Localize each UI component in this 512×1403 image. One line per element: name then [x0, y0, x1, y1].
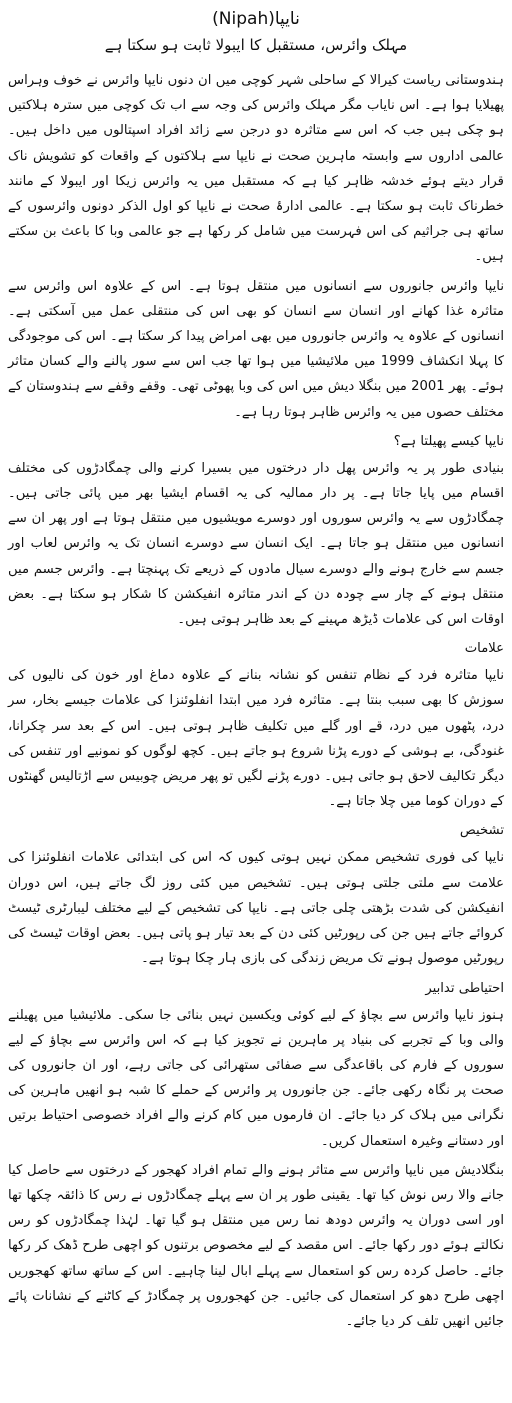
diagnosis-paragraph: نایپا کی فوری تشخیص ممکن نہیں ہوتی کیوں کہ اس کی ابتدائی علامات انفلوئنزا کی علامت سے ملتی جلتی ہوتی ہیں۔ تشخیص میں کئی روز لگ جاتے ہیں، اس دوران انفیکشن کی شدت بڑھتی چلی جاتی ہے۔ نایپا کی تشخیص کے لیے مختلف لیبارٹری ٹیسٹ کروائے جاتے ہیں جن کی رپورٹیں کئی دن کے بعد تیار ہو پاتی ہیں۔ بعض اوقات ٹیسٹ کی رپورٹیں موصول ہونے تک مریض زندگی کی بازی ہار چکا ہوتا ہے۔: [8, 850, 504, 967]
article-subtitle: مہلک وائرس، مستقبل کا ایبولا ثابت ہو سکتا ہے: [104, 36, 408, 54]
spread-heading: نایپا کیسے پھیلتا ہے؟: [393, 433, 504, 449]
precautions-heading: احتیاطی تدابیر: [425, 980, 504, 996]
symptoms-heading: علامات: [464, 641, 504, 657]
symptoms-paragraph: نایپا متاثرہ فرد کے نظام تنفس کو نشانہ بنانے کے علاوہ دماغ اور خون کی نالیوں کی سوزش کا بھی سبب بنتا ہے۔ متاثرہ فرد میں ابتدا انفلوئنزا کی علامات جیسے بخار، سر درد، پٹھوں میں درد، قے اور گلے میں تکلیف ظاہر ہوتی ہیں۔ اس کے بعد سر چکرانا، غنودگی، بے ہوشی کے دورے پڑنا شروع ہو جاتے ہیں۔ کچھ لوگوں کو نمونیے اور تنفس کی دیگر تکالیف لاحق ہو جاتی ہیں۔ دورے پڑنے لگیں تو پھر مریض چوبیس سے اڑتالیس گھنٹوں کے دوران کوما میں چلا جاتا ہے۔: [8, 668, 504, 810]
precautions-paragraph: ہنوز نایپا وائرس سے بچاؤ کے لیے کوئی ویکسین نہیں بنائی جا سکی۔ ملائیشیا میں پھیلنے والی وبا کے تجربے کی بنیاد پر ماہرین نے تجویز کیا ہے کہ اس وائرس سے بچاؤ کے لیے سوروں کے فارم کی باقاعدگی سے صفائی ستھرائی کی جاتی رہے، اور ان جانوروں کی صحت پر نگاہ رکھی جائے۔ جن جانوروں پر وائرس کے حملے کا شبہ ہو انھیں ماہرین کی نگرانی میں ہلاک کر دیا جائے۔ ان فارموں میں کام کرنے والے افراد خصوصی احتیاط برتیں اور دستانے وغیرہ استعمال کریں۔: [8, 1007, 504, 1149]
intro-paragraph: ہندوستانی ریاست کیرالا کے ساحلی شہر کوچی میں ان دنوں نایپا وائرس نے خوف وہراس پھیلایا ہوا ہے۔ اس نایاب مگر مہلک وائرس کی وجہ سے اب تک کوچی میں سترہ ہلاکتیں ہو چکی ہیں جب کہ اس سے متاثرہ دو درجن سے زائد افراد اسپتالوں میں داخل ہیں۔ عالمی اداروں سے وابستہ ماہرین صحت نے نایپا سے ہلاکتوں کے واقعات کو تشویش ناک قرار دیتے ہوئے خدشہ ظاہر کیا ہے کہ مستقبل میں یہ وائرس زیکا اور ایبولا کے مانند خطرناک ثابت ہو سکتا ہے۔ عالمی ادارۂ صحت نے نایپا کو اول الذکر دونوں وائرسوں کے ساتھ ہی جراثیم کی اس فہرست میں شامل کر رکھا ہے جو عالمی وبا کا باعث بن سکتے ہیں۔: [8, 73, 504, 265]
diagnosis-heading: تشخیص: [459, 823, 504, 839]
spread-paragraph: بنیادی طور پر یہ وائرس پھل دار درختوں میں بسیرا کرنے والی چمگادڑوں کی مختلف اقسام میں پایا جاتا ہے۔ پر دار ممالیہ کی یہ اقسام ایشیا بھر میں پائی جاتی ہیں۔ چمگادڑوں سے یہ وائرس سوروں اور دوسرے مویشیوں میں منتقل ہوتا ہے اور پھر ان سے انسانوں میں منتقل ہو جاتا ہے۔ ایک انسان سے دوسرے انسان تک یہ وائرس لعاب اور جسم سے خارج ہونے والے دوسرے سیال مادوں کے ذریعے تک پہنچتا ہے۔ وائرس جسم میں منتقل ہونے کے چار سے چودہ دن کے اندر متاثرہ انفیکشن کا شکار ہو سکتا ہے۔ بعض اوقات اس کی علامات ڈیڑھ مہینے کے بعد ظاہر ہوتی ہیں۔: [8, 460, 504, 628]
article-title: نایپا(Nipah): [212, 9, 300, 29]
final-paragraph: بنگلادیش میں نایپا وائرس سے متاثر ہونے والے تمام افراد کھجور کے درختوں سے حاصل کیا جانے والا رس نوش کیا تھا۔ یقینی طور پر ان سے پہلے چمگادڑوں نے رس کا ذائقہ چکھا تھا اور اسی دوران یہ وائرس دودھ نما رس میں منتقل ہو گیا تھا۔ لہٰذا چمگادڑوں کو رس نکالتے ہوئے دور رکھا جائے۔ اس مقصد کے لیے مخصوص برتنوں کو اچھی طرح ڈھک کر رکھا جائے۔ حاصل کردہ رس کو استعمال سے پہلے ابال لینا چاہیے۔ اس کے ساتھ ساتھ کھجوریں اچھی طرح دھو کر استعمال کی جائیں۔ جن کھجوروں پر چمگادڑ کے کاٹنے کے نشانات پائے جائیں انھیں تلف کر دیا جائے۔: [8, 1162, 504, 1329]
transmission-paragraph: نایپا وائرس جانوروں سے انسانوں میں منتقل ہوتا ہے۔ اس کے علاوہ اس وائرس سے متاثرہ غذا کھانے اور انسان سے انسان کو بھی اس کی منتقلی عمل میں آسکتی ہے۔ انسانوں کے علاوہ یہ وائرس جانوروں میں بھی امراض پیدا کر سکتا ہے۔ اس کی موجودگی کا پہلا انکشاف 1999 میں ملائیشیا میں ہوا تھا جب اس سے سور پالنے والے کسان متاثر ہوئے۔ پھر 2001 میں بنگلا دیش میں اس کی وبا پھوٹی تھی۔ وقفے وقفے سے ہندوستان کے مختلف حصوں میں یہ وائرس ظاہر ہوتا رہا ہے۔: [8, 278, 504, 420]
